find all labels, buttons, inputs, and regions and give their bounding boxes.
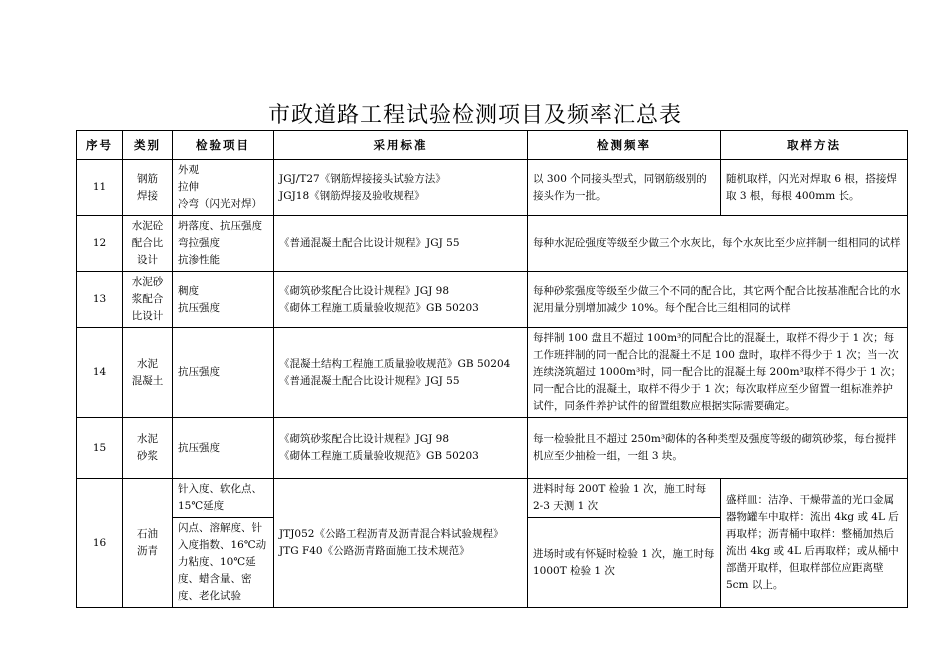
- row-no: 15: [77, 418, 123, 479]
- row-items-b: 闪点、溶解度、针入度指数、16℃动力粘度、10℃延度、蜡含量、密度、老化试验: [173, 518, 274, 608]
- row-frequency-merged: 每一检验批且不超过 250m³砌体的各种类型及强度等级的砌筑砂浆，每台搅拌机应至少抽检一组，一组 3 块。: [528, 418, 908, 479]
- row-items: 坍落度、抗压强度 弯拉强度 抗渗性能: [173, 216, 274, 272]
- row-frequency-merged: 每拌制 100 盘且不超过 100m³的同配合比的混凝土，取样不得少于 1 次；每工作班拌制的同一配合比的混凝土不足 100 盘时，取样不得少于 1 次；当一次连续浇筑超过 1000m³时，同一配合比的混凝土每 200m³取样不得少于 1 次；同一配合比的混凝土，取样不得少于 1 次；每次取样应至少留置一组标准养护试件，同条件养护试件的留置组数应根据实际需要确定。: [528, 328, 908, 418]
- table-row: [77, 216, 908, 272]
- table-row: [77, 479, 908, 518]
- table-header-row: [77, 131, 908, 160]
- row-no: 11: [77, 160, 123, 216]
- row-standards: JGJ/T27《钢筋焊接接头试验方法》 JGJ18《钢筋焊接及验收规程》: [274, 160, 528, 216]
- row-items: 外观 拉伸 冷弯（闪光对焊）: [173, 160, 274, 216]
- row-category: 钢筋 焊接: [123, 160, 173, 216]
- table-row: [77, 418, 908, 479]
- row-frequency: 以 300 个同接头型式，同钢筋级别的接头作为一批。: [528, 160, 721, 216]
- row-category: 石油 沥青: [123, 479, 173, 608]
- row-items: 抗压强度: [173, 418, 274, 479]
- header-sampling: 取样方法: [721, 131, 908, 160]
- row-sampling: 随机取样，闪光对焊取 6 根，搭接焊取 3 根，每根 400mm 长。: [721, 160, 908, 216]
- row-standards: 《砌筑砂浆配合比设计规程》JGJ 98 《砌体工程施工质量验收规范》GB 50203: [274, 272, 528, 328]
- row-items: 稠度 抗压强度: [173, 272, 274, 328]
- header-category: 类别: [123, 131, 173, 160]
- row-items-a: 针入度、软化点、15℃延度: [173, 479, 274, 518]
- row-no: 13: [77, 272, 123, 328]
- row-category: 水泥 砂浆: [123, 418, 173, 479]
- header-standards: 采用标准: [274, 131, 528, 160]
- row-sampling: 盛样皿：洁净、干燥带盖的光口金属器物罐车中取样：流出 4kg 或 4L 后再取样；沥青桶中取样：整桶加热后流出 4kg 或 4L 后再取样；或从桶中部凿开取样，但取样部位应距离壁 5cm 以上。: [721, 479, 908, 608]
- row-category: 水泥砼 配合比 设计: [123, 216, 173, 272]
- table-row: [77, 272, 908, 328]
- summary-table: [76, 130, 908, 608]
- row-no: 14: [77, 328, 123, 418]
- page-title: 市政道路工程试验检测项目及频率汇总表: [267, 103, 682, 128]
- row-frequency-merged: 每种水泥砼强度等级至少做三个水灰比，每个水灰比至少应拌制一组相同的试样: [528, 216, 908, 272]
- header-frequency: 检测频率: [528, 131, 721, 160]
- header-no: 序号: [77, 131, 123, 160]
- row-items: 抗压强度: [173, 328, 274, 418]
- row-category: 水泥 混凝土: [123, 328, 173, 418]
- row-standards: JTJ052《公路工程沥青及沥青混合料试验规程》 JTG F40《公路沥青路面施工技术规范》: [274, 479, 528, 608]
- header-items: 检验项目: [173, 131, 274, 160]
- table-row: [77, 328, 908, 418]
- row-frequency-b: 进场时或有怀疑时检验 1 次，施工时每 1000T 检验 1 次: [528, 518, 721, 608]
- row-no: 12: [77, 216, 123, 272]
- row-standards: 《砌筑砂浆配合比设计规程》JGJ 98 《砌体工程施工质量验收规范》GB 50203: [274, 418, 528, 479]
- row-standards: 《混凝土结构工程施工质量验收规范》GB 50204 《普通混凝土配合比设计规程》JGJ 55: [274, 328, 528, 418]
- row-category: 水泥砂 浆配合 比设计: [123, 272, 173, 328]
- row-frequency-merged: 每种砂浆强度等级至少做三个不同的配合比，其它两个配合比按基准配合比的水泥用量分别增加减少 10%。每个配合比三组相同的试样: [528, 272, 908, 328]
- row-standards: 《普通混凝土配合比设计规程》JGJ 55: [274, 216, 528, 272]
- row-no: 16: [77, 479, 123, 608]
- table-row: [77, 160, 908, 216]
- row-frequency-a: 进料时每 200T 检验 1 次，施工时每 2-3 天测 1 次: [528, 479, 721, 518]
